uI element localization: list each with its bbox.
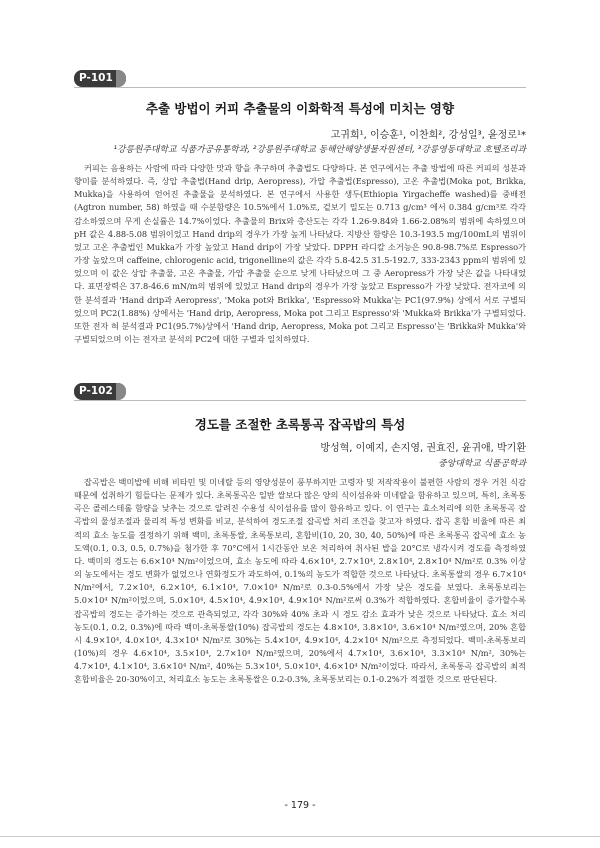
section-divider xyxy=(74,87,526,88)
authors-p102: 방성혁, 이예지, 손지영, 권효진, 윤귀애, 박기환 xyxy=(320,443,526,454)
abstract-body-p101: 커피는 음용하는 사람에 따라 다양한 맛과 향을 추구하며 추출법도 다양하다. 본 연구에서는 추출 방법에 따른 커피의 성분과 향미를 분석하였다. 즉, 상압 추출법(Hand drip, Aeropress), 가압 추출법(Espresso), 고온 추출법(Moka pot, Brikka, Mukka)을 사용하여 얻어진 추출물을 분석하였다. 본 연구에서 사용한 생두(Ethiopia Yirgacheffe washed)를 중배전(Agtron number, 58) 하였을 때 수분함량은 10.5%에서 1.0%로, 겉보기 밀도는 0.713 g/cm³ 에서 0.384 g/cm³로 각각 감소하였으며 무게 손실률은 14.7%이었다. 추출물의 Brix와 총산도는 각각 1.26-9.84와 1.66-2.08%의 범위에 속하였으며 pH 값은 4.88-5.08 범위이었고 Hand drip의 경우가 가장 높게 나타났다. 지방산 함량은 10.3-193.5 mg/100mL의 범위이었고 고온 추출법인 Mukka가 가장 높았고 Hand drip이 가장 낮았다. DPPH 라디칼 소거능은 90.8-98.7%로 Espresso가 가장 높았으며 caffeine, chlorogenic acid, trigonelline의 값은 각각 5.8-42.5 31.5-192.7, 333-2343 ppm의 범위에 있었으며 이 값은 상압 추출물, 고온 추출물, 가압 추출물 순으로 낮게 나타났으며 그 중 Aeropress가 가장 낮은 값을 나타내었다. 표면장력은 37.8-46.6 mN/m의 범위에 있었고 Hand drip의 경우가 가장 높았고 Espresso가 가장 낮았다. 전자코에 의한 분석결과 'Hand drip과 Aeropress', 'Moka pot와 Brikka', 'Espresso와 Mukka'는 PC1(97.9%) 상에서 서로 구별되었으며 PC2(1.88%) 상에서는 'Hand drip, Aeropress, Moka pot 그리고 Espresso'와 'Mukka와 Brikka'가 구별되었다. 또한 전자 혀 분석결과 PC1(95.7%)상에서 'Hand drip, Aeropress, Moka pot 그리고 Espresso'는 'Brikka와 Mukka'와 구별되었으며 이는 전자코 분석의 PC2에 대한 구별과 일치하였다. xyxy=(74,163,526,345)
abstract-title-p102: 경도를 조절한 초록통곡 잡곡밥의 특성 xyxy=(194,417,406,432)
authors-p101: 고귀희¹, 이승훈¹, 이찬희², 강성일³, 윤정로¹* xyxy=(330,130,526,141)
page-number: - 179 - xyxy=(284,800,316,811)
abstract-tag-p102: P-102 xyxy=(74,383,126,400)
section-divider xyxy=(74,400,526,401)
page-edge-line xyxy=(0,836,600,837)
abstract-title-p101: 추출 방법이 커피 추출물의 이화학적 특성에 미치는 영향 xyxy=(145,101,455,116)
affiliation-p102: 중앙대학교 식품공학과 xyxy=(438,459,526,469)
abstract-body-p102: 잡곡밥은 백미밥에 비해 비타민 및 미네랄 등의 영양성분이 풍부하지만 고령자 및 저작작용이 불편한 사람의 경우 거친 식감때문에 섭취하기 힘들다는 문제가 있다. 초록통곡은 일반 쌀보다 많은 양의 식이섬유와 미네랄을 함유하고 있으며, 특히, 초록통곡은 콜레스테롤 함량을 낮추는 것으로 알려진 수용성 식이섬유를 많이 함유하고 있다. 이 연구는 효소처리에 의한 초록통곡 잡곡밥의 물성조절과 물리적 특성 변화를 비교, 분석하여 경도조절 잡곡밥 처리 조건을 찾고자 하였다. 잡곡 혼합 비율에 따른 최적의 효소 농도를 결정하기 위해 백미, 초록통쌀, 초록통보리, 혼합비(10, 20, 30, 40, 50%)에 따른 초록통곡 잡곡에 효소 농도액(0.1, 0.3, 0.5, 0.7%)을 첨가한 후 70°C에서 1시간동안 보온 처리하여 취사된 밥을 20°C로 냉각시켜 경도를 측정하였다. 백미의 경도는 6.6×10⁴ N/m²이었으며, 효소 농도에 따라 4.6×10⁴, 2.7×10⁴, 2.8×10⁴, 2.8×10⁴ N/m²로 0.3% 이상의 농도에서는 경도 변화가 없었으나 연화정도가 과도하여, 0.1%의 농도가 적합한 것으로 나타났다. 초록통쌀의 경우 6.7×10⁴ N/m²에서, 7.2×10⁴, 6.2×10⁴, 6.1×10⁴, 7.0×10⁴ N/m²로 0.3-0.5%에서 가장 낮은 경도를 보였다. 초록통보리는 5.0×10⁴ N/m²이었으며, 5.0×10⁴, 4.5×10⁴, 4.9×10⁴, 4.9×10⁴ N/m²로써 0.3%가 적합하였다. 혼합비율이 증가할수록 잡곡밥의 경도는 증가하는 것으로 관측되었고, 각각 30%와 40% 초과 시 경도 감소 효과가 낮은 것으로 나타났다. 효소 처리 농도(0.1, 0.2, 0.3%)에 따라 백미-초록통쌀(10%) 잡곡밥의 경도는 4.8×10⁴, 3.8×10⁴, 3.6×10⁴ N/m²였으며, 20% 혼합 시 4.9×10⁴, 4.0×10⁴, 4.3×10⁴ N/m²로 30%는 5.4×10⁴, 4.9×10⁴, 4.2×10⁴ N/m²으로 측정되었다. 백미-초록통보리(10%)의 경우 4.6×10⁴, 3.5×10⁴, 2.7×10⁴ N/m²였으며, 20%에서 4.7×10⁴, 3.6×10⁴, 3.3×10⁴ N/m², 30%는 4.7×10⁴, 4.1×10⁴, 3.6×10⁴ N/m², 40%는 5.3×10⁴, 5.0×10⁴, 4.6×10⁴ N/m²이었다. 따라서, 초록통곡 잡곡밥의 최적 혼합비율은 20-30%이고, 처리효소 농도는 초록통쌀은 0.2-0.3%, 초록통보리는 0.1-0.2%가 적절한 것으로 판단된다. xyxy=(74,477,526,685)
abstract-tag-p101: P-101 xyxy=(74,70,126,87)
affiliation-p101: ¹강릉원주대학교 식품가공유통학과, ²강릉원주대학교 동해안해양생물자원센터, ³강릉영동대학교 호텔조리과 xyxy=(113,145,526,155)
